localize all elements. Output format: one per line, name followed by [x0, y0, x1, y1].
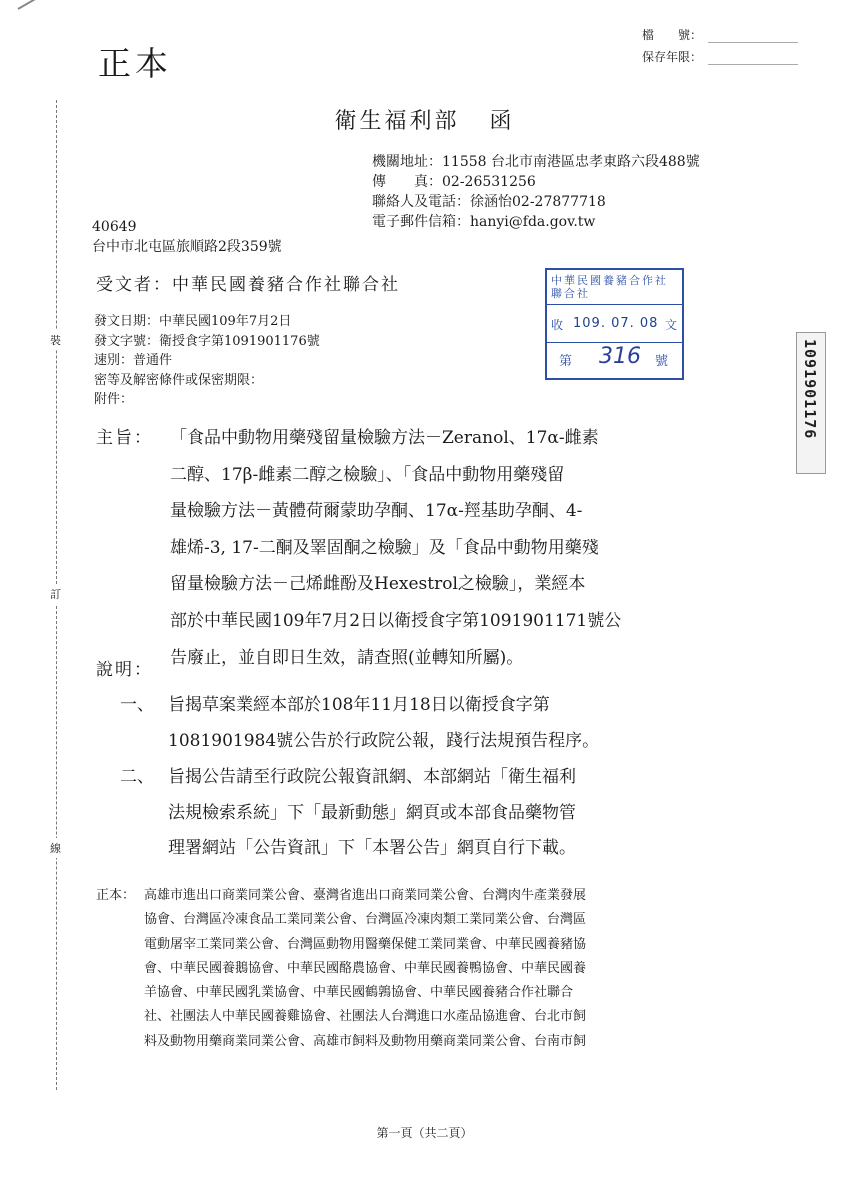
- item-line: 法規檢索系統」下「最新動態」網頁或本部食品藥物管: [168, 802, 576, 823]
- cc-line: 會、中華民國養鵝協會、中華民國酪農協會、中華民國養鴨協會、中華民國養: [144, 960, 587, 976]
- subject-line: 二醇、17β-雌素二醇之檢驗」、「食品中動物用藥殘留: [170, 464, 565, 485]
- page-footer: 第一頁（共二頁）: [376, 1126, 473, 1140]
- subject-line: 雄烯-3, 17-二酮及睪固酮之檢驗」及「食品中動物用藥殘: [170, 537, 599, 558]
- secrecy: 密等及解密條件或保密期限：: [94, 372, 264, 388]
- barcode-label: [796, 332, 826, 474]
- item-number: 二、: [120, 767, 154, 787]
- item-number: 一、: [120, 695, 154, 715]
- item-line: 旨揭草案業經本部於108年11月18日以衛授食字第: [168, 695, 550, 715]
- file-no-label: 檔 號：: [642, 28, 703, 42]
- retention-label: 保存年限：: [642, 50, 703, 64]
- copy-label: 正本: [98, 44, 172, 83]
- stamp-date: 109. 07. 08: [573, 316, 659, 331]
- attachment: 附件：: [94, 392, 134, 407]
- recipient-postcode: 40649: [92, 219, 137, 235]
- issue-date: 發文日期：中華民國109年7月2日: [94, 314, 292, 329]
- explanation-item: [120, 760, 738, 867]
- corner-mark: [18, 0, 45, 10]
- title-agency: 衛生福利部: [334, 109, 460, 134]
- explanation-label: 說明：: [96, 660, 153, 680]
- agency-info: [372, 152, 700, 232]
- stamp-recv: 收: [551, 318, 564, 332]
- stamp-wen: 文: [665, 318, 678, 332]
- cc-label: 正本：: [96, 888, 136, 903]
- recipient-street: 台中市北屯區旅順路2段359號: [92, 239, 282, 255]
- cc-list: [96, 884, 746, 1054]
- agency-email: 電子郵件信箱：hanyi@fda.gov.tw: [372, 214, 596, 230]
- recipient: 受文者：中華民國養豬合作社聯合社: [96, 275, 400, 295]
- cc-line: 協會、台灣區冷凍食品工業同業公會、台灣區冷凍肉類工業同業公會、台灣區: [144, 912, 587, 928]
- binding-mark-ding: 訂: [50, 584, 61, 604]
- stamp-di: 第: [559, 354, 573, 369]
- cc-line: 社、社團法人中華民國養雞協會、社團法人台灣進口水產品協進會、台北市飼: [144, 1009, 587, 1025]
- barcode-text: 1091901176: [801, 339, 819, 440]
- subject-line: 留量檢驗方法－己烯雌酚及Hexestrol之檢驗」，業經本: [170, 574, 586, 595]
- stamp-org: 中華民國養豬合作社聯合社: [551, 274, 668, 300]
- speed: 速別：普通件: [94, 353, 173, 368]
- binding-mark-xian: 線: [50, 838, 61, 858]
- subject: [96, 420, 756, 676]
- cc-line: 高雄市進出口商業同業公會、臺灣省進出口商業同業公會、台灣肉牛產業發展: [144, 888, 587, 903]
- title-type: 函: [489, 109, 515, 134]
- stamp-number: 316: [599, 344, 641, 369]
- document-title: [0, 104, 849, 135]
- subject-line: 告廢止，並自即日生效，請查照(並轉知所屬)。: [170, 647, 524, 668]
- explanation-item: [120, 688, 738, 759]
- item-line: 1081901984號公告於行政院公報，踐行法規預告程序。: [168, 730, 600, 751]
- cc-line: 羊協會、中華民國乳業協會、中華民國鶴鶉協會、中華民國養豬合作社聯合: [144, 985, 574, 1001]
- issue-number: 發文字號：衛授食字第1091901176號: [94, 333, 320, 349]
- agency-fax: 傳 真：02-26531256: [372, 174, 536, 190]
- item-line: 理署網站「公告資訊」下「本署公告」網頁自行下載。: [168, 838, 576, 858]
- subject-label: 主旨：: [96, 428, 153, 448]
- binding-mark-zhuang: 裝: [50, 330, 61, 350]
- subject-line: 「食品中動物用藥殘留量檢驗方法－Zeranol、17α-雌素: [170, 428, 599, 448]
- subject-line: 量檢驗方法－黃體荷爾蒙助孕酮、17α-羥基助孕酮、4-: [170, 501, 583, 522]
- cc-line: 電動屠宰工業同業公會、台灣區動物用醫藥保健工業同業會、中華民國養豬協: [144, 936, 587, 952]
- agency-contact: 聯絡人及電話：徐涵怡02-27877718: [372, 194, 606, 210]
- recipient-address: [92, 217, 282, 257]
- receipt-stamp: [545, 268, 684, 380]
- cc-line: 料及動物用藥商業同業公會、高雄市飼料及動物用藥商業同業公會、台南市飼: [144, 1033, 587, 1049]
- stamp-hao: 號: [655, 354, 669, 369]
- document-meta: [94, 312, 320, 410]
- item-line: 旨揭公告請至行政院公報資訊網、本部網站「衛生福利: [168, 767, 576, 787]
- subject-line: 部於中華民國109年7月2日以衛授食字第1091901171號公: [170, 610, 622, 631]
- agency-address: 機關地址：11558 台北市南港區忠孝東路六段488號: [372, 154, 700, 170]
- file-meta: [642, 24, 798, 68]
